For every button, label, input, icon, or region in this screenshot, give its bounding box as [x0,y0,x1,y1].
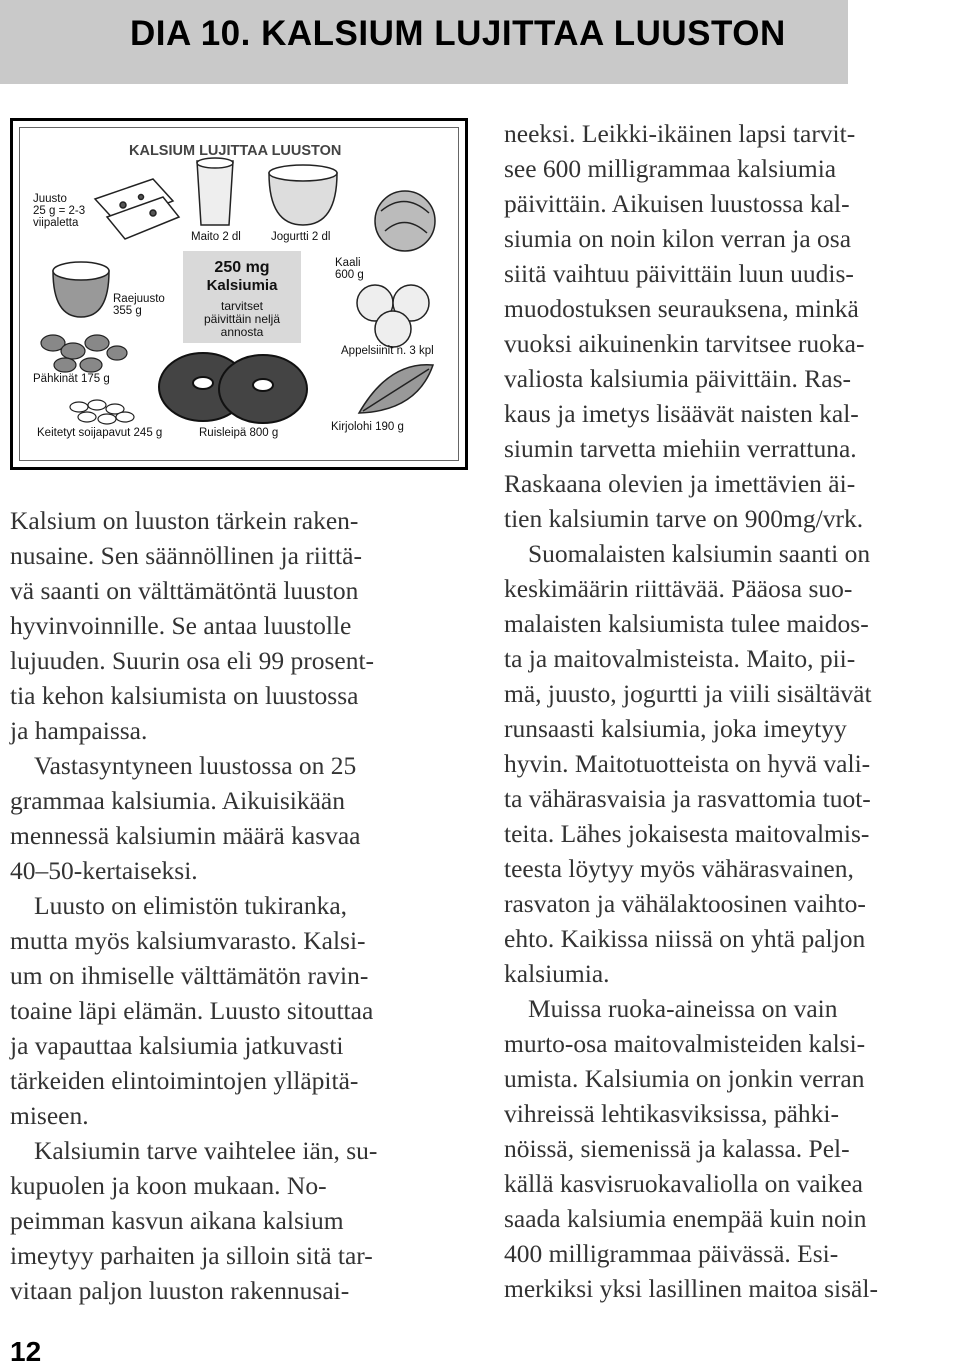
text-line: grammaa kalsiumia. Aikuisikään [10,786,345,815]
page-title: DIA 10. KALSIUM LUJITTAA LUUSTON [130,14,786,53]
label-pahkinat: Pähkinät 175 g [33,373,110,385]
label-juusto: Juusto [33,193,67,205]
cottage-cheese-bowl-icon [53,262,109,317]
text-line: keskimäärin riittävää. Pääosa suo- [504,574,853,603]
left-text-column [10,503,470,1308]
text-line: tärkeiden elintoimintojen ylläpitä- [10,1066,359,1095]
text-line: ta vähärasvaisia ja rasvattomia tuot- [504,784,871,813]
daily-need-text-3: annosta [220,325,264,339]
paragraph [10,503,470,748]
text-line: ehto. Kaikissa niissä on yhtä paljon [504,924,866,953]
milk-glass-icon [197,158,233,225]
paragraph [10,888,470,1133]
daily-need-nutrient: Kalsiumia [206,277,278,294]
text-line: muodostuksen seurauksena, minkä [504,294,859,323]
oranges-icon [357,285,429,347]
text-line: teesta löytyy myös vähärasvainen, [504,854,854,883]
soybeans-icon [70,400,134,424]
text-line: siitä vaihtuu päivittäin luun uudis- [504,259,854,288]
text-line: tien kalsiumin tarve on 900mg/vrk. [504,504,864,533]
text-line: rasvaton ja vähälaktoosinen vaihto- [504,889,866,918]
daily-need-text-1: tarvitset [220,299,263,313]
label-jogurtti: Jogurtti 2 dl [271,231,331,243]
text-line: merkiksi yksi lasillinen maitoa sisäl- [504,1274,878,1303]
text-line: nöissä, siemenissä ja kalassa. Pel- [504,1134,850,1163]
text-line: toaine läpi elämän. Luusto sitouttaa [10,996,374,1025]
text-line: ta ja maitovalmisteista. Maito, pii- [504,644,856,673]
cabbage-icon [375,191,435,251]
text-line: Suomalaisten kalsiumin saanti on [528,539,871,568]
label-kaali-amount: 600 g [335,269,364,281]
text-line: nusaine. Sen säännöllinen ja riittä- [10,541,362,570]
text-line: siumin tarvetta miehiin verrattuna. [504,434,857,463]
text-line: mä, juusto, jogurtti ja viili sisältävät [504,679,872,708]
text-line: imeytyy parhaiten ja silloin sitä tar- [10,1241,373,1270]
text-line: umista. Kalsiumia on jonkin verran [504,1064,865,1093]
text-line: miseen. [10,1101,89,1130]
label-juusto-amount: 25 g = 2-3 [33,205,86,217]
label-soijapavut: Keitetyt soijapavut 245 g [37,427,163,439]
label-kirjolohi: Kirjolohi 190 g [331,421,404,433]
text-line: tia kehon kalsiumista on luustossa [10,681,359,710]
text-line: Kalsium on luuston tärkein raken- [10,506,359,535]
text-line: saada kalsiumia enempää kuin noin [504,1204,867,1233]
rye-bread-icon [159,353,307,423]
text-line: vitaan paljon luuston rakennusai- [10,1276,350,1305]
paragraph [504,116,954,536]
text-line: valiosta kalsiumia päivittäin. Ras- [504,364,852,393]
text-line: Kalsiumin tarve vaihtelee iän, su- [34,1136,378,1165]
text-line: kupuolen ja koon mukaan. No- [10,1171,327,1200]
daily-need-box [183,251,301,343]
figure-title: KALSIUM LUJITTAA LUUSTON [129,143,342,159]
paragraph [504,536,954,991]
text-line: kalsiumia. [504,959,610,988]
paragraph [10,1133,470,1308]
label-ruisleipa: Ruisleipä 800 g [199,427,279,439]
text-line: runsaasti kalsiumia, joka imeytyy [504,714,847,743]
text-line: 400 milligrammaa päivässä. Esi- [504,1239,839,1268]
label-raejuusto: Raejuusto [113,293,165,305]
calcium-sources-figure [10,118,468,470]
text-line: ja hampaissa. [10,716,148,745]
text-line: neeksi. Leikki-ikäinen lapsi tarvit- [504,119,856,148]
text-line: Luusto on elimistön tukiranka, [34,891,348,920]
right-text-column [504,116,954,1306]
text-line: Muissa ruoka-aineissa on vain [528,994,838,1023]
label-raejuusto-amount: 355 g [113,305,142,317]
page-number: 12 [10,1336,42,1367]
daily-need-amount: 250 mg [214,259,270,276]
text-line: lujuuden. Suurin osa eli 99 prosent- [10,646,375,675]
text-line: peimman kasvun aikana kalsium [10,1206,344,1235]
text-line: see 600 milligrammaa kalsiumia [504,154,837,183]
yogurt-bowl-icon [269,165,337,225]
text-line: hyvin. Maitotuotteista on hyvä vali- [504,749,871,778]
text-line: Vastasyntyneen luustossa on 25 [34,751,357,780]
text-line: Raskaana olevien ja imettävien äi- [504,469,856,498]
trout-icon [359,365,433,413]
text-line: hyvinvoinnille. Se antaa luustolle [10,611,352,640]
daily-need-text-2: päivittäin neljä [203,312,281,326]
text-line: siumia on noin kilon verran ja osa [504,224,852,253]
nuts-icon [41,335,127,372]
text-line: vihreissä lehtikasviksissa, pähki- [504,1099,839,1128]
text-line: källä kasvisruokavaliolla on vaikea [504,1169,864,1198]
label-kaali: Kaali [335,257,361,269]
text-line: um on ihmiselle välttämätön ravin- [10,961,369,990]
text-line: teita. Lähes jokaisesta maitovalmis- [504,819,870,848]
cheese-slices-icon [95,179,179,239]
text-line: 40–50-kertaiseksi. [10,856,198,885]
text-line: päivittäin. Aikuisen luustossa kal- [504,189,850,218]
label-appelsiinit: Appelsiinit n. 3 kpl [341,345,434,357]
text-line: mutta myös kalsiumvarasto. Kalsi- [10,926,366,955]
text-line: vä saanti on välttämätöntä luuston [10,576,359,605]
text-line: malaisten kalsiumista tulee maidos- [504,609,869,638]
text-line: mennessä kalsiumin määrä kasvaa [10,821,361,850]
text-line: murto-osa maitovalmisteiden kalsi- [504,1029,866,1058]
text-line: vuoksi aikuinenkin tarvitsee ruoka- [504,329,865,358]
label-maito: Maito 2 dl [191,231,241,243]
text-line: ja vapauttaa kalsiumia jatkuvasti [10,1031,344,1060]
paragraph [10,748,470,888]
text-line: kaus ja imetys lisäävät naisten kal- [504,399,859,428]
paragraph [504,991,954,1306]
header-bar [0,0,960,84]
label-juusto-slices: viipaletta [33,217,79,229]
